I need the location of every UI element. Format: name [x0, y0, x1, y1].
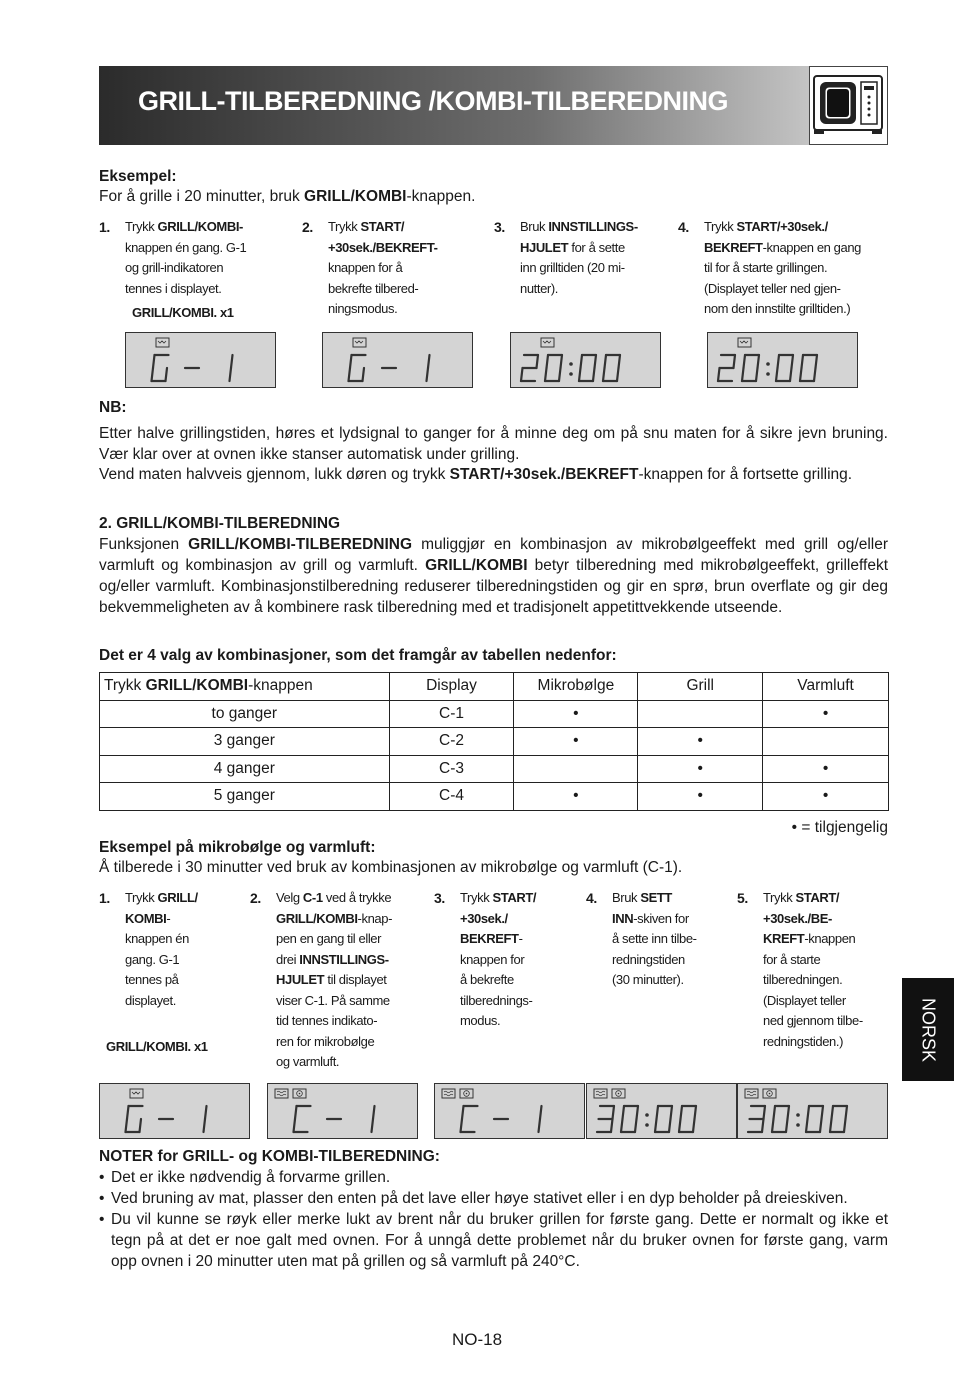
step-text: Trykk GRILL/KOMBI- knappen én gang. G-1 og grill-indikatoren tennes i displayet. — [125, 219, 247, 296]
header-display: Display — [389, 673, 514, 701]
table-header-row — [100, 673, 889, 701]
page-number: NO-18 — [451, 1330, 503, 1349]
step-number: 4. — [678, 219, 689, 235]
cell-grill: • — [638, 728, 763, 756]
cell-grill: • — [638, 783, 763, 811]
nb-paragraph-2: Vend maten halvveis gjennom, lukk døren og trykk START/+30sek./BEKREFT-knappen for å fortsette grilling. — [99, 466, 853, 483]
microwave-icon — [809, 66, 888, 145]
step-text: Trykk START/ +30sek./ BEKREFT- knappen for å bekrefte tilberednings- modus. — [460, 890, 537, 1028]
note-text: Det er ikke nødvendig å forvarme grillen. — [111, 1169, 391, 1186]
step-text: Bruk SETT INN-skiven for å sette inn tilbe- redningstiden (30 minutter). — [612, 890, 697, 987]
language-tab — [902, 978, 954, 1081]
step-number: 2. — [250, 890, 261, 906]
table-intro: Det er 4 valg av kombinasjoner, som det framgår av tabellen nedenfor: — [99, 647, 617, 664]
page-title: GRILL-TILBEREDNING /KOMBI-TILBEREDNING — [138, 86, 728, 116]
cell-hot-air: • — [763, 700, 889, 728]
cell-microwave: • — [514, 728, 638, 756]
note-text: Ved bruning av mat, plasser den enten på det lave eller høye stativet eller i en dyp beholder på dreieskiven. — [111, 1190, 848, 1207]
lcd-display — [322, 332, 473, 388]
step-text: Trykk START/ +30sek./BE- KREFT-knappen for å starte tilberedningen. (Displayet teller ned gjennom tilbe- redningstiden.) — [763, 890, 863, 1049]
cell-hot-air: • — [763, 783, 889, 811]
button-press-label: GRILL/KOMBI. x1 — [106, 1039, 208, 1054]
step-number: 3. — [434, 890, 445, 906]
table-row — [100, 755, 889, 783]
example2-text: Å tilberede i 30 minutter ved bruk av kombinasjonen av mikrobølge og varmluft (C-1). — [99, 859, 683, 876]
lcd-display — [267, 1083, 418, 1139]
step-text: Trykk START/ +30sek./BEKREFT- knappen for å bekrefte tilbered- ningsmodus. — [328, 219, 438, 316]
cell-microwave: • — [514, 783, 638, 811]
list-item: • Du vil kunne se røyk eller merke lukt av brent når du bruker grillen for første gang. Dette er normalt og ikke et tegn på at det er noe galt med ovnen. For å unngå dette problemet når du bruker ovnen for første gang, varm opp ovnen i 20 minutter uten mat på grillen og så varmluft på 240°C. — [99, 1211, 888, 1270]
table-legend: • = tilgjengelig — [791, 819, 888, 836]
example-text: For å grille i 20 minutter, bruk GRILL/KOMBI-knappen. — [99, 188, 476, 205]
notes-heading: NOTER for GRILL- og KOMBI-TILBEREDNING: — [99, 1148, 440, 1165]
cell-press: to ganger — [100, 700, 390, 728]
cell-hot-air — [763, 728, 889, 756]
step-number: 3. — [494, 219, 505, 235]
table-row — [100, 728, 889, 756]
lcd-display — [125, 332, 276, 388]
step-text: Trykk GRILL/ KOMBI- knappen én gang. G-1 tennes på displayet. — [125, 890, 198, 1008]
language-tab-label: NORSK — [918, 997, 939, 1062]
lcd-display — [707, 332, 858, 388]
lcd-display — [510, 332, 661, 388]
nb-label: NB: — [99, 399, 127, 416]
lcd-display — [737, 1083, 888, 1139]
lcd-display — [99, 1083, 250, 1139]
cell-press: 3 ganger — [100, 728, 390, 756]
list-item: • Ved bruning av mat, plasser den enten på det lave eller høye stativet eller i en dyp beholder på dreieskiven. — [99, 1190, 848, 1207]
lcd-display — [434, 1083, 585, 1139]
header-press: Trykk GRILL/KOMBI-knappen — [100, 673, 390, 701]
list-item: • Det er ikke nødvendig å forvarme grillen. — [99, 1169, 391, 1186]
cell-grill — [638, 700, 763, 728]
cell-hot-air: • — [763, 755, 889, 783]
nb-paragraph-1: Etter halve grillingstiden, høres et lydsignal to ganger for å minne deg om på snu maten for å sikre jevn bruning. Vær klar over at ovnen ikke stanser automatisk under grilling. — [99, 425, 888, 463]
note-text: Du vil kunne se røyk eller merke lukt av brent når du bruker grillen for første gang. Dette er normalt og ikke et tegn på at det er noe galt med ovnen. For å unngå dette problemet når du bruker ovnen for første gang, varm opp ovnen i 20 minutter uten mat på grillen og så varmluft på 240°C. — [111, 1211, 888, 1270]
notes-list — [99, 1167, 888, 1272]
header-grill: Grill — [638, 673, 763, 701]
cell-press: 4 ganger — [100, 755, 390, 783]
example-label: Eksempel: — [99, 168, 177, 185]
cell-grill: • — [638, 755, 763, 783]
step-number: 1. — [99, 890, 110, 906]
header-microwave: Mikrobølge — [514, 673, 638, 701]
example2-label: Eksempel på mikrobølge og varmluft: — [99, 839, 376, 856]
cell-microwave: • — [514, 700, 638, 728]
step-text: Trykk START/+30sek./ BEKREFT-knappen en gang til for å starte grillingen. (Displayet teller ned gjen- nom den innstilte grilltiden.) — [704, 219, 862, 316]
table-row — [100, 783, 889, 811]
step-text: Velg C-1 ved å trykke GRILL/KOMBI-knap- pen en gang til eller drei INNSTILLINGS- HJULET til displayet viser C-1. På samme tid tennes indikato- ren for mikrobølge og varmluft. — [276, 890, 392, 1069]
cell-display: C-4 — [389, 783, 514, 811]
lcd-display — [586, 1083, 737, 1139]
step-number: 4. — [586, 890, 597, 906]
section-heading: 2. GRILL/KOMBI-TILBEREDNING — [99, 515, 341, 532]
combination-table — [99, 672, 889, 811]
header-hot-air: Varmluft — [763, 673, 889, 701]
cell-display: C-1 — [389, 700, 514, 728]
cell-press: 5 ganger — [100, 783, 390, 811]
cell-display: C-3 — [389, 755, 514, 783]
section-paragraph: Funksjonen GRILL/KOMBI-TILBEREDNING muliggjør en kombinasjon av mikrobølgeeffekt med grill og/eller varmluft og kombinasjon av grill og varmluft. GRILL/KOMBI betyr tilberedning med mikrobølgeeffekt, grilleffekt og/eller varmluft. Kombinasjonstilberedning reduserer tilberedningstiden og gir en sprø, brun overflate og gir deg bekvemmeligheten av å kombinere rask tilberedning med et tradisjonelt appetittvekkende utseende. — [99, 536, 888, 616]
step-number: 2. — [302, 219, 313, 235]
step-number: 1. — [99, 219, 110, 235]
cell-display: C-2 — [389, 728, 514, 756]
table-row — [100, 700, 889, 728]
button-press-label: GRILL/KOMBI. x1 — [132, 305, 234, 320]
step-text: Bruk INNSTILLINGS- HJULET for å sette inn grilltiden (20 mi- nutter). — [520, 219, 638, 296]
step-number: 5. — [737, 890, 748, 906]
cell-microwave — [514, 755, 638, 783]
